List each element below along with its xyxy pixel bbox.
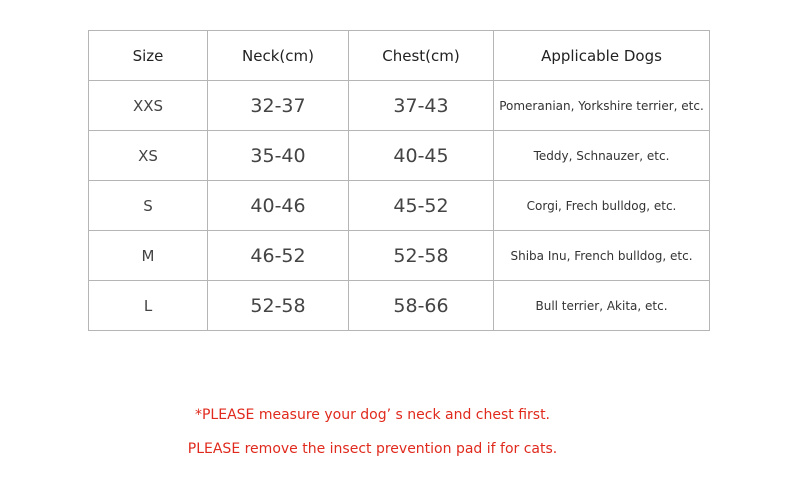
dogs-cell: Teddy, Schnauzer, etc. [494, 131, 710, 181]
table-header-row [89, 31, 710, 81]
size-cell: M [89, 231, 208, 281]
dogs-cell: Shiba Inu, French bulldog, etc. [494, 231, 710, 281]
table-row [89, 131, 710, 181]
dogs-cell: Pomeranian, Yorkshire terrier, etc. [494, 81, 710, 131]
note-measure-first: *PLEASE measure your dog’ s neck and chest first. [194, 407, 551, 423]
size-cell: L [89, 281, 208, 331]
header-neck: Neck(cm) [208, 31, 349, 81]
header-applicable-dogs: Applicable Dogs [494, 31, 710, 81]
chest-cell: 45-52 [349, 181, 494, 231]
size-chart-table [88, 30, 710, 331]
neck-cell: 46-52 [208, 231, 349, 281]
chest-cell: 37-43 [349, 81, 494, 131]
size-cell: XS [89, 131, 208, 181]
neck-cell: 35-40 [208, 131, 349, 181]
size-cell: XXS [89, 81, 208, 131]
table-row [89, 231, 710, 281]
dogs-cell: Bull terrier, Akita, etc. [494, 281, 710, 331]
note-remove-insect-pad: PLEASE remove the insect prevention pad if for cats. [187, 441, 558, 457]
size-cell: S [89, 181, 208, 231]
header-chest: Chest(cm) [349, 31, 494, 81]
chest-cell: 58-66 [349, 281, 494, 331]
header-size: Size [89, 31, 208, 81]
table-row [89, 81, 710, 131]
neck-cell: 52-58 [208, 281, 349, 331]
neck-cell: 32-37 [208, 81, 349, 131]
chest-cell: 52-58 [349, 231, 494, 281]
table-row [89, 181, 710, 231]
table-row [89, 281, 710, 331]
neck-cell: 40-46 [208, 181, 349, 231]
measurement-notes [0, 402, 745, 470]
chest-cell: 40-45 [349, 131, 494, 181]
dogs-cell: Corgi, Frech bulldog, etc. [494, 181, 710, 231]
